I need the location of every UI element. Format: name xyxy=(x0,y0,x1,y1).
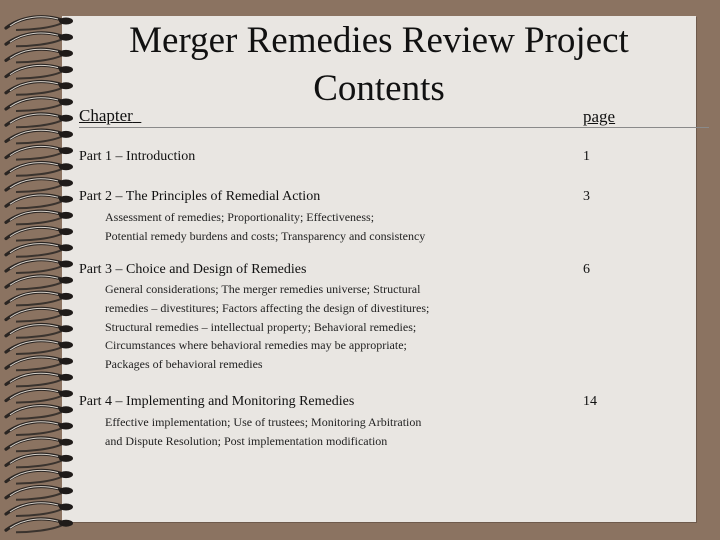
spiral-ring-icon xyxy=(6,195,73,208)
spiral-ring-icon xyxy=(6,438,73,451)
chapter-description-line: and Dispute Resolution; Post implementation modification xyxy=(105,433,388,448)
spiral-ring-icon xyxy=(6,308,73,321)
spiral-ring-icon xyxy=(6,454,73,467)
chapter-page-number: 1 xyxy=(583,149,590,164)
chapter-description-line: Potential remedy burdens and costs; Transparency and consistency xyxy=(105,228,426,243)
chapter-title: Part 4 – Implementing and Monitoring Remedies xyxy=(79,394,355,409)
chapter-description-line: Effective implementation; Use of trustees; Monitoring Arbitration xyxy=(105,415,422,429)
spiral-ring-icon xyxy=(6,179,73,192)
spiral-ring-icon xyxy=(6,292,73,305)
chapter-column-header xyxy=(79,106,141,126)
chapter-description-line: Structural remedies – intellectual property; Behavioral remedies; xyxy=(105,319,417,334)
page-subtitle: Contents xyxy=(313,68,445,109)
chapter-description-line: Packages of behavioral remedies xyxy=(105,357,263,372)
chapter-description xyxy=(105,208,425,246)
spiral-ring-icon xyxy=(6,357,73,370)
spiral-ring-icon xyxy=(6,276,73,289)
spiral-ring-icon xyxy=(6,260,73,273)
page-column-header xyxy=(583,107,615,127)
chapter-description xyxy=(105,413,421,451)
spiral-ring-icon xyxy=(6,341,73,354)
spiral-ring-icon xyxy=(6,373,73,386)
header-divider xyxy=(79,127,709,128)
spiral-ring-icon xyxy=(6,130,73,143)
chapter-description xyxy=(105,280,429,374)
chapter-description-line: remedies – divestitures; Factors affecting the design of divestitures; xyxy=(105,300,430,315)
spiral-ring-icon xyxy=(6,244,73,257)
spiral-ring-icon xyxy=(6,389,73,402)
spiral-ring-icon xyxy=(6,146,73,159)
spiral-ring-icon xyxy=(6,406,73,419)
chapter-page-number: 14 xyxy=(583,394,597,409)
chapter-page-number: 3 xyxy=(583,189,590,204)
chapter-title: Part 1 – Introduction xyxy=(79,149,196,164)
spiral-ring-icon xyxy=(6,163,73,176)
spiral-ring-icon xyxy=(6,470,73,483)
spiral-ring-icon xyxy=(6,114,73,127)
spiral-ring-icon xyxy=(6,503,73,516)
page-title: Merger Remedies Review Project xyxy=(129,20,629,61)
chapter-page-number: 6 xyxy=(583,262,590,277)
chapter-description-line: General considerations; The merger remedies universe; Structural xyxy=(105,282,421,296)
chapter-description-line: Assessment of remedies; Proportionality; Effectiveness; xyxy=(105,210,375,224)
spiral-ring-icon xyxy=(6,519,73,532)
chapter-column-header-text: Chapter xyxy=(79,106,133,125)
page-column-header-text: page xyxy=(583,107,616,126)
spiral-ring-icon xyxy=(6,487,73,500)
chapter-description-line: Circumstances where behavioral remedies may be appropriate; xyxy=(105,338,407,353)
spiral-ring-icon xyxy=(6,227,73,240)
spiral-ring-icon xyxy=(6,325,73,338)
chapter-title: Part 3 – Choice and Design of Remedies xyxy=(79,262,307,277)
spiral-ring-icon xyxy=(6,211,73,224)
chapter-title: Part 2 – The Principles of Remedial Action xyxy=(79,189,321,204)
spiral-ring-icon xyxy=(6,422,73,435)
